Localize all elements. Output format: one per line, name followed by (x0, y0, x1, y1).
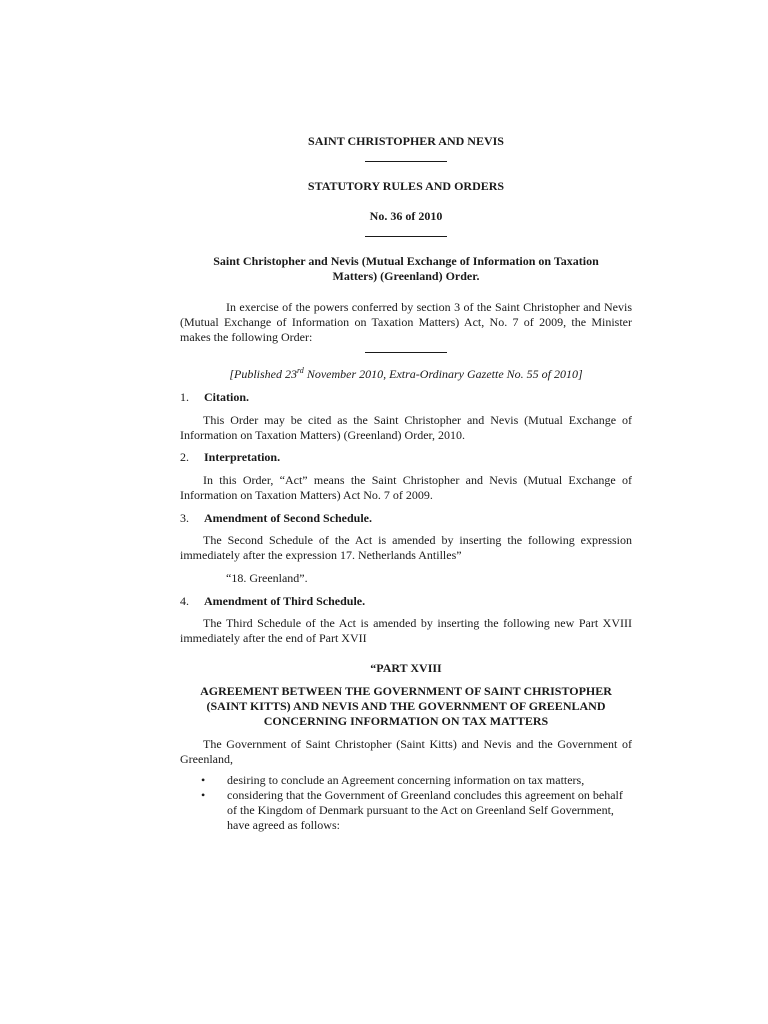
section-number: 1. (180, 390, 189, 404)
series-heading: STATUTORY RULES AND ORDERS (307, 179, 505, 193)
publication-prefix: [Published 23 (229, 367, 297, 381)
section-2-heading (180, 450, 632, 465)
order-number: No. 36 of 2010 (369, 209, 443, 223)
publication-sup: rd (296, 366, 304, 375)
section-1-body: This Order may be cited as the Saint Christopher and Nevis (Mutual Exchange of Information on Taxation Matters) (Greenland) Order, 2010. (180, 413, 632, 442)
recitals-list (201, 773, 632, 833)
section-number: 2. (180, 450, 189, 464)
section-title: Citation. (204, 390, 249, 404)
country-heading: SAINT CHRISTOPHER AND NEVIS (308, 134, 504, 148)
heading-rule (180, 161, 632, 162)
list-item (201, 773, 632, 788)
number-rule (180, 236, 632, 237)
bullet-icon: • (201, 788, 206, 802)
list-item-text: considering that the Government of Greenland concludes this agreement on behalf of the Kingdom of Denmark pursuant to the Act on Greenland Self Government, have agreed as follows: (227, 788, 623, 832)
part-heading: “PART XVIII (370, 661, 442, 675)
section-4-heading (180, 594, 632, 609)
section-2-body: In this Order, “Act” means the Saint Christopher and Nevis (Mutual Exchange of Information on Taxation Matters) Act No. 7 of 2009. (180, 473, 632, 502)
publication-suffix: November 2010, Extra-Ordinary Gazette No. 55 of 2010] (303, 367, 583, 381)
bullet-icon: • (201, 773, 206, 787)
agreement-title: AGREEMENT BETWEEN THE GOVERNMENT OF SAINT CHRISTOPHER (SAINT KITTS) AND NEVIS AND THE GOVERNMENT OF GREENLAND CONCERNING INFORMATION ON TAX MATTERS (200, 684, 612, 728)
section-title: Amendment of Second Schedule. (204, 511, 373, 525)
section-number: 3. (180, 511, 189, 525)
agreement-intro: The Government of Saint Christopher (Saint Kitts) and Nevis and the Government of Greenland, (180, 737, 632, 766)
section-1-heading (180, 390, 632, 405)
section-number: 4. (180, 594, 189, 608)
list-item-text: desiring to conclude an Agreement concerning information on tax matters, (227, 773, 585, 787)
section-4-body: The Third Schedule of the Act is amended by inserting the following new Part XVIII immediately after the end of Part XVII (180, 616, 632, 645)
section-3-quote: “18. Greenland”. (226, 571, 308, 585)
preamble-rule (180, 352, 632, 353)
section-3-body: The Second Schedule of the Act is amended by inserting the following expression immediately after the expression 17. Netherlands Antilles” (180, 533, 632, 562)
publication-note (180, 367, 632, 382)
order-title: Saint Christopher and Nevis (Mutual Exchange of Information on Taxation Matters) (Greenland) Order. (213, 254, 599, 283)
section-3-heading (180, 511, 632, 526)
preamble: In exercise of the powers conferred by section 3 of the Saint Christopher and Nevis (Mutual Exchange of Information on Taxation Matters) Act, No. 7 of 2009, the Minister makes the following Order: (180, 300, 632, 344)
section-title: Interpretation. (204, 450, 281, 464)
section-title: Amendment of Third Schedule. (204, 594, 366, 608)
list-item (201, 788, 632, 833)
